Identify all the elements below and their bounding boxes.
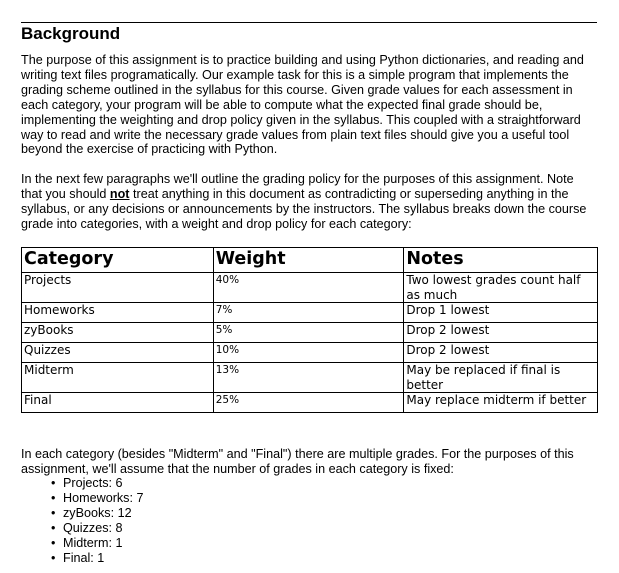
list-item — [51, 551, 143, 566]
intro-paragraph: The purpose of this assignment is to practice building and using Python dictionaries, and reading and writing text files programatically. Our example task for this is a simple program that implements the grading scheme outlined in the syllabus for this course. Given grade values for each assessment in each category, your program will be able to compute what the expected final grade should be, implementing the weighting and drop policy given in the syllabus. This coupled with a straightforward way to read and write the necessary grade values from plain text files should give you a useful tool beyond the exercise of practicing with Python. — [21, 53, 584, 157]
list-item-text: Final: 1 — [63, 551, 105, 565]
list-item — [51, 506, 143, 521]
list-item — [51, 521, 143, 536]
bullet-icon: • — [51, 551, 56, 565]
header-notes: Notes — [404, 248, 598, 273]
row-category: Quizzes — [22, 343, 214, 363]
list-item — [51, 491, 143, 506]
bullet-icon: • — [51, 506, 56, 520]
table-row — [22, 393, 598, 413]
row-weight: 13% — [213, 363, 404, 393]
policy-text-before: In the next few paragraphs we'll outline the grading policy for the purposes of this assignment. Note that you should — [21, 172, 574, 201]
list-item-text: Quizzes: 8 — [63, 521, 123, 535]
table-row — [22, 363, 598, 393]
list-item-text: zyBooks: 12 — [63, 506, 132, 520]
section-divider — [21, 22, 597, 23]
row-category: Midterm — [22, 363, 214, 393]
bullet-icon: • — [51, 491, 56, 505]
section-heading: Background — [21, 24, 121, 43]
table-header-row — [22, 248, 598, 273]
row-weight: 25% — [213, 393, 404, 413]
table-row — [22, 303, 598, 323]
grade-count-list — [51, 476, 143, 566]
policy-paragraph — [21, 172, 597, 232]
row-weight: 10% — [213, 343, 404, 363]
bullet-icon: • — [51, 476, 56, 490]
row-notes: Drop 2 lowest — [404, 343, 598, 363]
header-weight: Weight — [213, 248, 404, 273]
list-item — [51, 476, 143, 491]
counts-paragraph: In each category (besides "Midterm" and "Final") there are multiple grades. For the purposes of this assignment, we'll assume that the number of grades in each category is fixed: — [21, 447, 574, 476]
row-notes: May be replaced if final is better — [404, 363, 598, 393]
row-weight: 40% — [213, 273, 404, 303]
table-row — [22, 343, 598, 363]
row-weight: 7% — [213, 303, 404, 323]
policy-emphasis: not — [109, 186, 130, 201]
table-row — [22, 323, 598, 343]
row-category: Final — [22, 393, 214, 413]
list-item-text: Midterm: 1 — [63, 536, 123, 550]
row-notes: Drop 1 lowest — [404, 303, 598, 323]
row-category: Homeworks — [22, 303, 214, 323]
table-row — [22, 273, 598, 303]
row-category: Projects — [22, 273, 214, 303]
list-item-text: Projects: 6 — [63, 476, 123, 490]
policy-text-after: treat anything in this document as contradicting or superseding anything in the syllabus, or any decisions or announcements by the instructors. The syllabus breaks down the course grade into categories, with a weight and drop policy for each category: — [21, 186, 587, 231]
row-notes: Drop 2 lowest — [404, 323, 598, 343]
bullet-icon: • — [51, 521, 56, 535]
row-category: zyBooks — [22, 323, 214, 343]
row-weight: 5% — [213, 323, 404, 343]
grading-table — [21, 247, 598, 413]
row-notes: Two lowest grades count half as much — [404, 273, 598, 303]
list-item-text: Homeworks: 7 — [63, 491, 144, 505]
header-category: Category — [22, 248, 214, 273]
list-item — [51, 536, 143, 551]
bullet-icon: • — [51, 536, 56, 550]
row-notes: May replace midterm if better — [404, 393, 598, 413]
